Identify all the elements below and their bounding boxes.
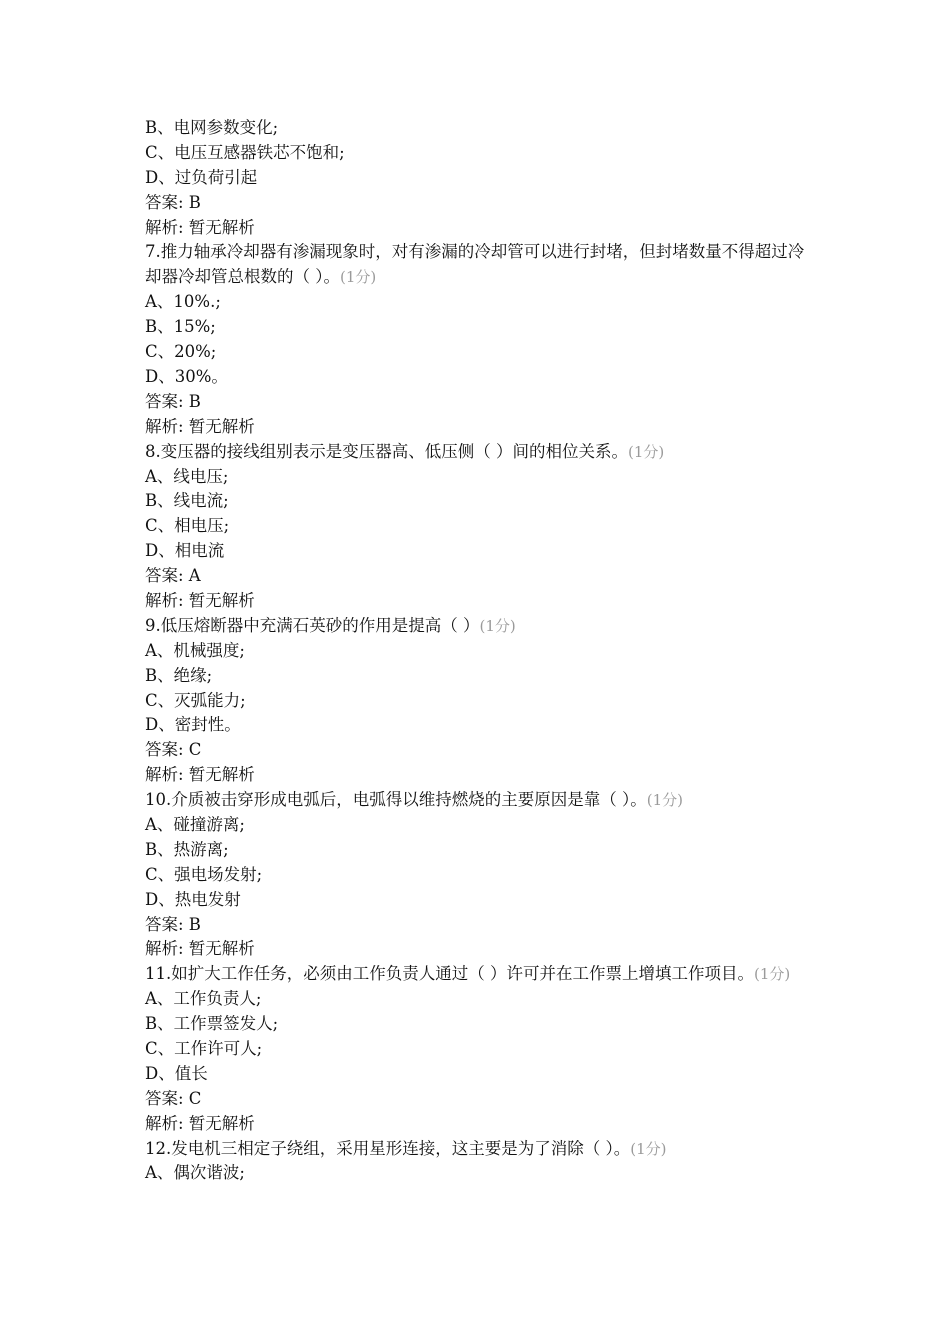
- question-10: [145, 788, 805, 962]
- points-label: (1分): [646, 791, 683, 810]
- stem-text: 8.变压器的接线组别表示是变压器高、低压侧（ ）间的相位关系。: [145, 441, 628, 461]
- points-label: (1分): [340, 268, 377, 287]
- points-label: (1分): [754, 965, 791, 984]
- option-d: D、热电发射: [145, 889, 241, 909]
- question-stem: [145, 1137, 805, 1162]
- question-stem: [145, 614, 805, 639]
- option-d: D、相电流: [145, 541, 225, 561]
- option-d: D、值长: [145, 1063, 208, 1083]
- answer-line: 答案: C: [145, 740, 202, 760]
- option-a: A、线电压;: [145, 466, 229, 486]
- answer-line: 答案: A: [145, 566, 201, 586]
- option-c: C、20%;: [145, 342, 217, 362]
- option-c: C、电压互感器铁芯不饱和;: [145, 142, 345, 162]
- answer-line: 答案: B: [145, 914, 201, 934]
- answer-line: 答案: B: [145, 192, 201, 212]
- option-b: B、线电流;: [145, 491, 229, 511]
- question-8: [145, 440, 805, 614]
- previous-question-tail: [145, 116, 805, 240]
- analysis-line: 解析: 暂无解析: [145, 217, 255, 237]
- points-label: (1分): [628, 442, 665, 461]
- points-label: (1分): [479, 616, 516, 635]
- question-12: [145, 1137, 805, 1187]
- question-11: [145, 962, 805, 1136]
- analysis-line: 解析: 暂无解析: [145, 416, 255, 436]
- option-b: B、工作票签发人;: [145, 1014, 279, 1034]
- option-d: D、密封性。: [145, 715, 241, 735]
- option-d: D、过负荷引起: [145, 167, 258, 187]
- analysis-line: 解析: 暂无解析: [145, 939, 255, 959]
- option-c: C、工作许可人;: [145, 1039, 263, 1058]
- question-stem: [145, 440, 805, 465]
- stem-text: 10.介质被击穿形成电弧后，电弧得以维持燃烧的主要原因是靠（ ）。: [145, 790, 647, 810]
- option-c: C、相电压;: [145, 516, 230, 536]
- option-a: A、工作负责人;: [145, 989, 262, 1009]
- analysis-line: 解析: 暂无解析: [145, 765, 255, 785]
- question-7: [145, 240, 805, 439]
- option-b: B、15%;: [145, 317, 216, 337]
- answer-line: 答案: B: [145, 391, 201, 411]
- option-a: A、偶次谐波;: [145, 1163, 245, 1183]
- option-a: A、10%.;: [145, 292, 221, 312]
- stem-text: 11.如扩大工作任务，必须由工作负责人通过（ ）许可并在工作票上增填工作项目。: [145, 964, 754, 984]
- option-a: A、碰撞游离;: [145, 814, 245, 834]
- points-label: (1分): [630, 1139, 667, 1158]
- analysis-line: 解析: 暂无解析: [145, 1113, 255, 1133]
- option-a: A、机械强度;: [145, 640, 245, 660]
- question-9: [145, 614, 805, 788]
- analysis-line: 解析: 暂无解析: [145, 590, 255, 610]
- option-b: B、电网参数变化;: [145, 118, 279, 137]
- stem-text: 9.低压熔断器中充满石英砂的作用是提高（ ）: [145, 615, 480, 635]
- stem-text: 7.推力轴承冷却器有渗漏现象时，对有渗漏的冷却管可以进行封堵，但封堵数量不得超过冷却器冷却管总根数的（ ）。: [145, 242, 805, 287]
- document-page: [145, 116, 805, 1186]
- answer-line: 答案: C: [145, 1088, 202, 1108]
- option-b: B、热游离;: [145, 839, 229, 859]
- question-stem: [145, 962, 805, 987]
- option-d: D、30%。: [145, 366, 228, 386]
- option-c: C、强电场发射;: [145, 864, 263, 884]
- question-stem: [145, 788, 805, 813]
- question-stem: [145, 240, 805, 290]
- option-c: C、灭弧能力;: [145, 690, 246, 710]
- stem-text: 12.发电机三相定子绕组，采用星形连接，这主要是为了消除（ ）。: [145, 1138, 631, 1158]
- option-b: B、绝缘;: [145, 665, 213, 685]
